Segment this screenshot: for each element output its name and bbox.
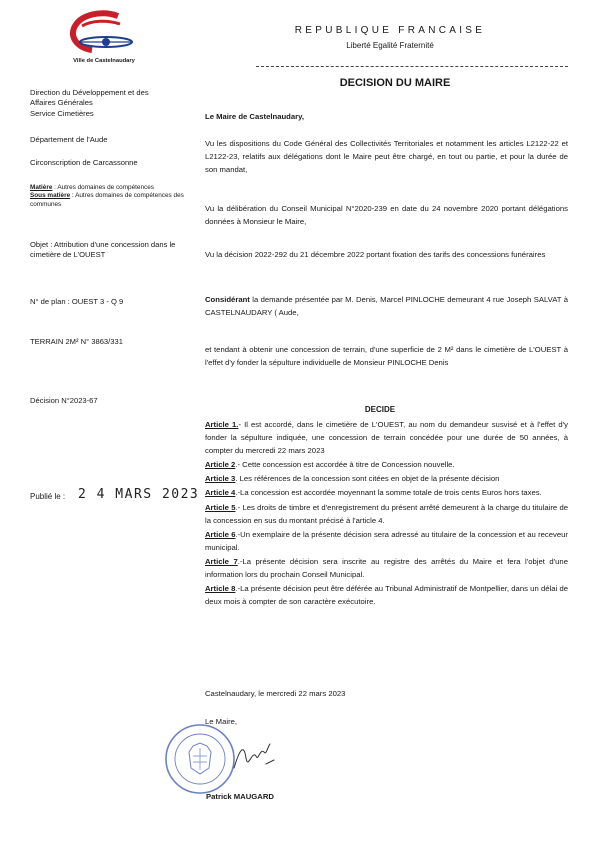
republic-heading: REPUBLIQUE FRANCAISE xyxy=(294,25,486,36)
considerant-label: Considérant xyxy=(205,295,250,304)
publication-stamp-date: 2 4 MARS 2023 xyxy=(78,487,200,502)
article-label: Article 5 xyxy=(205,502,236,512)
service-block xyxy=(30,88,200,119)
article-text: .- Cette concession est accordée à titre de Concession nouvelle. xyxy=(235,460,455,470)
article-text: - Il est accordé, dans le cimetière de L'OUEST, au nom du demandeur susvisé et à l'effet d'y fonder la sépulture indiquée, une concession de terrain concédée pour une durée de 50 années, à compter du mercredi 22 mars 2023 xyxy=(205,420,568,456)
matiere-block xyxy=(30,184,200,209)
article-text: . Les références de la concession sont citées en objet de la présente décision xyxy=(235,474,500,484)
article-6 xyxy=(205,528,568,554)
document-title: DECISION DU MAIRE xyxy=(339,77,451,89)
article-text: .-La présente décision peut être déférée au Tribunal Administratif de Montpellier, dans un délai de deux mois à compter de son caractère exécutoire. xyxy=(205,584,568,607)
article-5 xyxy=(205,501,568,527)
article-label: Article 6 xyxy=(205,529,236,539)
logo-caption: Ville de Castelnaudary xyxy=(73,58,135,64)
considerant-text: la demande présentée par M. Denis, Marcel PINLOCHE demeurant 4 rue Joseph SALVAT à CASTELNAUDARY ( Aude, xyxy=(205,295,568,318)
articles-list xyxy=(205,418,568,608)
article-text: .-La concession est accordée moyennant la somme totale de trois cents Euros hors taxes. xyxy=(235,488,542,498)
sous-matiere-line xyxy=(30,192,200,209)
article-text: .-Un exemplaire de la présente décision sera adressé au titulaire de la concession et au receveur municipal. xyxy=(205,529,568,552)
tendant-paragraph: et tendant à obtenir une concession de terrain, d'une superficie de 2 M² dans le cimetière de L'OUEST à l'effet d'y fonder la sépulture individuelle de Monsieur PINLOCHE Denis xyxy=(205,345,568,368)
vu-code-general: Vu les dispositions du Code Général des Collectivités Territoriales et notamment les articles L2122-22 et L2122-23, relatifs aux délégations dont le Maire peut être chargé, en tout ou partie, et pour la durée de son mandat, xyxy=(205,139,568,175)
matiere-line xyxy=(30,184,200,192)
article-1 xyxy=(205,418,568,457)
article-text: .-La présente décision sera inscrite au registre des arrêtés du Maire et fera l'objet d'une information lors du prochain Conseil Municipal. xyxy=(205,556,568,580)
departement: Département de l'Aude xyxy=(30,135,108,144)
publication-label: Publié le : xyxy=(30,492,66,501)
article-label: Article 7 xyxy=(205,556,238,566)
decide-heading: DECIDE xyxy=(364,405,396,414)
article-text: .- Les droits de timbre et d'enregistrement du présent arrêté demeurent à la charge du titulaire de la concession en sus du montant précisé à l'article 4. xyxy=(205,502,569,525)
article-label: Article 8 xyxy=(205,584,236,594)
article-8 xyxy=(205,582,568,608)
circonscription: Circonscription de Carcassonne xyxy=(30,158,138,167)
article-label: Article 4 xyxy=(205,488,236,498)
considerant xyxy=(205,293,568,319)
castelnaudary-logo-icon xyxy=(62,10,146,58)
article-7 xyxy=(205,555,568,581)
article-4 xyxy=(205,486,568,499)
header-divider xyxy=(256,66,568,67)
article-label: Article 3 xyxy=(205,474,236,484)
service-line-3: Service Cimetières xyxy=(30,108,94,118)
article-label: Article 2 xyxy=(205,460,236,470)
matiere-value: : Autres domaines de compétences xyxy=(52,184,154,191)
republic-motto: Liberté Egalité Fraternité xyxy=(346,41,434,50)
greeting: Le Maire de Castelnaudary, xyxy=(205,112,304,121)
signatory-name: Patrick MAUGARD xyxy=(206,792,274,801)
article-2 xyxy=(205,458,568,471)
vu-decision-tarifs: Vu la décision 2022-292 du 21 décembre 2022 portant fixation des tarifs des concessions funéraires xyxy=(205,250,546,259)
article-label: Article 1. xyxy=(205,420,239,429)
plan-number: N° de plan : OUEST 3 - Q 9 xyxy=(30,297,124,306)
sous-matiere-value: : Autres domaines de compétences des communes xyxy=(30,192,184,208)
sous-matiere-label: Sous matière xyxy=(30,192,71,200)
date-place: Castelnaudary, le mercredi 22 mars 2023 xyxy=(205,689,346,698)
mayor-signature-icon xyxy=(230,738,280,778)
mairie-seal-icon xyxy=(163,722,237,796)
service-line-2: Affaires Générales xyxy=(30,98,93,108)
vu-deliberation: Vu la délibération du Conseil Municipal N°2020-239 en date du 24 novembre 2020 portant délégations données à Monsieur le Maire, xyxy=(205,204,568,227)
objet: Objet : Attribution d'une concession dans le cimetière de L'OUEST xyxy=(30,240,176,260)
matiere-label: Matière xyxy=(30,184,53,191)
decision-number: Décision N°2023-67 xyxy=(30,396,98,405)
terrain-number: TERRAIN 2M² N° 3863/331 xyxy=(30,337,123,346)
article-3 xyxy=(205,472,568,485)
service-line-1: Direction du Développement et des xyxy=(30,88,149,97)
city-logo xyxy=(62,10,146,68)
signatory-title: Le Maire, xyxy=(205,717,238,726)
